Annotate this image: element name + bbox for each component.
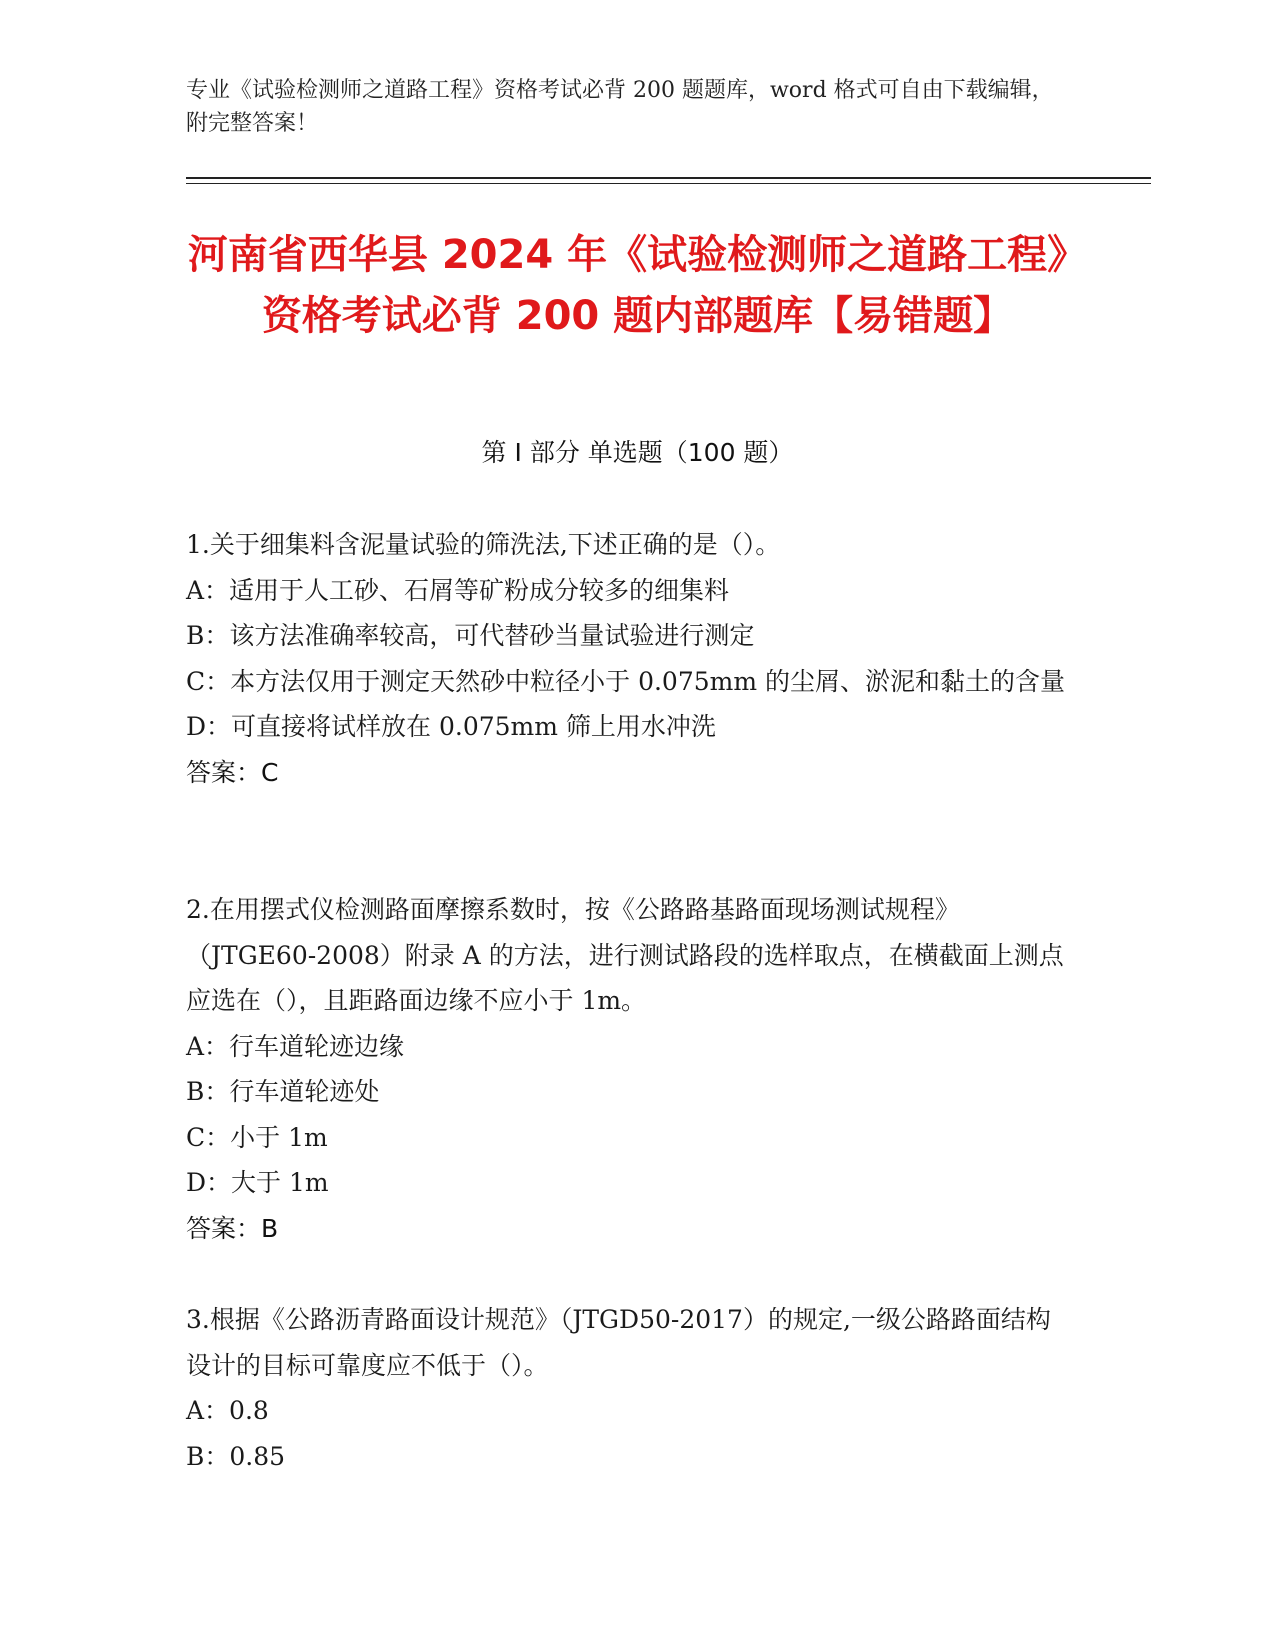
- option-a: A：行车道轮迹边缘: [186, 1031, 405, 1061]
- option-a: A：0.8: [186, 1396, 269, 1425]
- answer-label: 答案：B: [186, 1213, 279, 1243]
- option-b: B：该方法准确率较高，可代替砂当量试验进行测定: [186, 621, 755, 650]
- option-c: C：本方法仅用于测定天然砂中粒径小于 0.075mm 的尘屑、淤泥和黏土的含量: [186, 666, 1066, 696]
- answer-label: 答案：C: [186, 757, 279, 787]
- header-note: 专业《试验检测师之道路工程》资格考试必背 200 题题库，word 格式可自由下载编辑，附完整答案！: [186, 78, 1054, 136]
- question-1: [186, 522, 1066, 795]
- question-stem: 2.在用摆式仪检测路面摩擦系数时，按《公路路基路面现场测试规程》（JTGE60-2008）附录 A 的方法，进行测试路段的选样取点，在横截面上测点应选在（），且距路面边缘不应小于 1m。: [186, 895, 1064, 1015]
- question-3: [186, 1297, 1066, 1479]
- header-rule-thick: [186, 177, 1151, 179]
- header-rule-thin: [186, 183, 1151, 184]
- option-b: B：0.85: [186, 1441, 286, 1471]
- section-heading: 第 I 部分 单选题（100 题）: [481, 438, 794, 467]
- option-c: C：小于 1m: [186, 1122, 328, 1152]
- document-title: 河南省西华县 2024 年《试验检测师之道路工程》资格考试必背 200 题内部题库【易错题】: [187, 232, 1088, 339]
- option-d: D：可直接将试样放在 0.075mm 筛上用水冲洗: [186, 712, 716, 741]
- question-stem: 3.根据《公路沥青路面设计规范》（JTGD50-2017）的规定,一级公路路面结构设计的目标可靠度应不低于（）。: [186, 1305, 1051, 1380]
- question-stem: 1.关于细集料含泥量试验的筛洗法,下述正确的是（）。: [186, 530, 781, 559]
- option-b: B：行车道轮迹处: [186, 1077, 380, 1106]
- question-2: [186, 887, 1066, 1251]
- option-d: D：大于 1m: [186, 1168, 329, 1197]
- option-a: A：适用于人工砂、石屑等矿粉成分较多的细集料: [186, 575, 730, 605]
